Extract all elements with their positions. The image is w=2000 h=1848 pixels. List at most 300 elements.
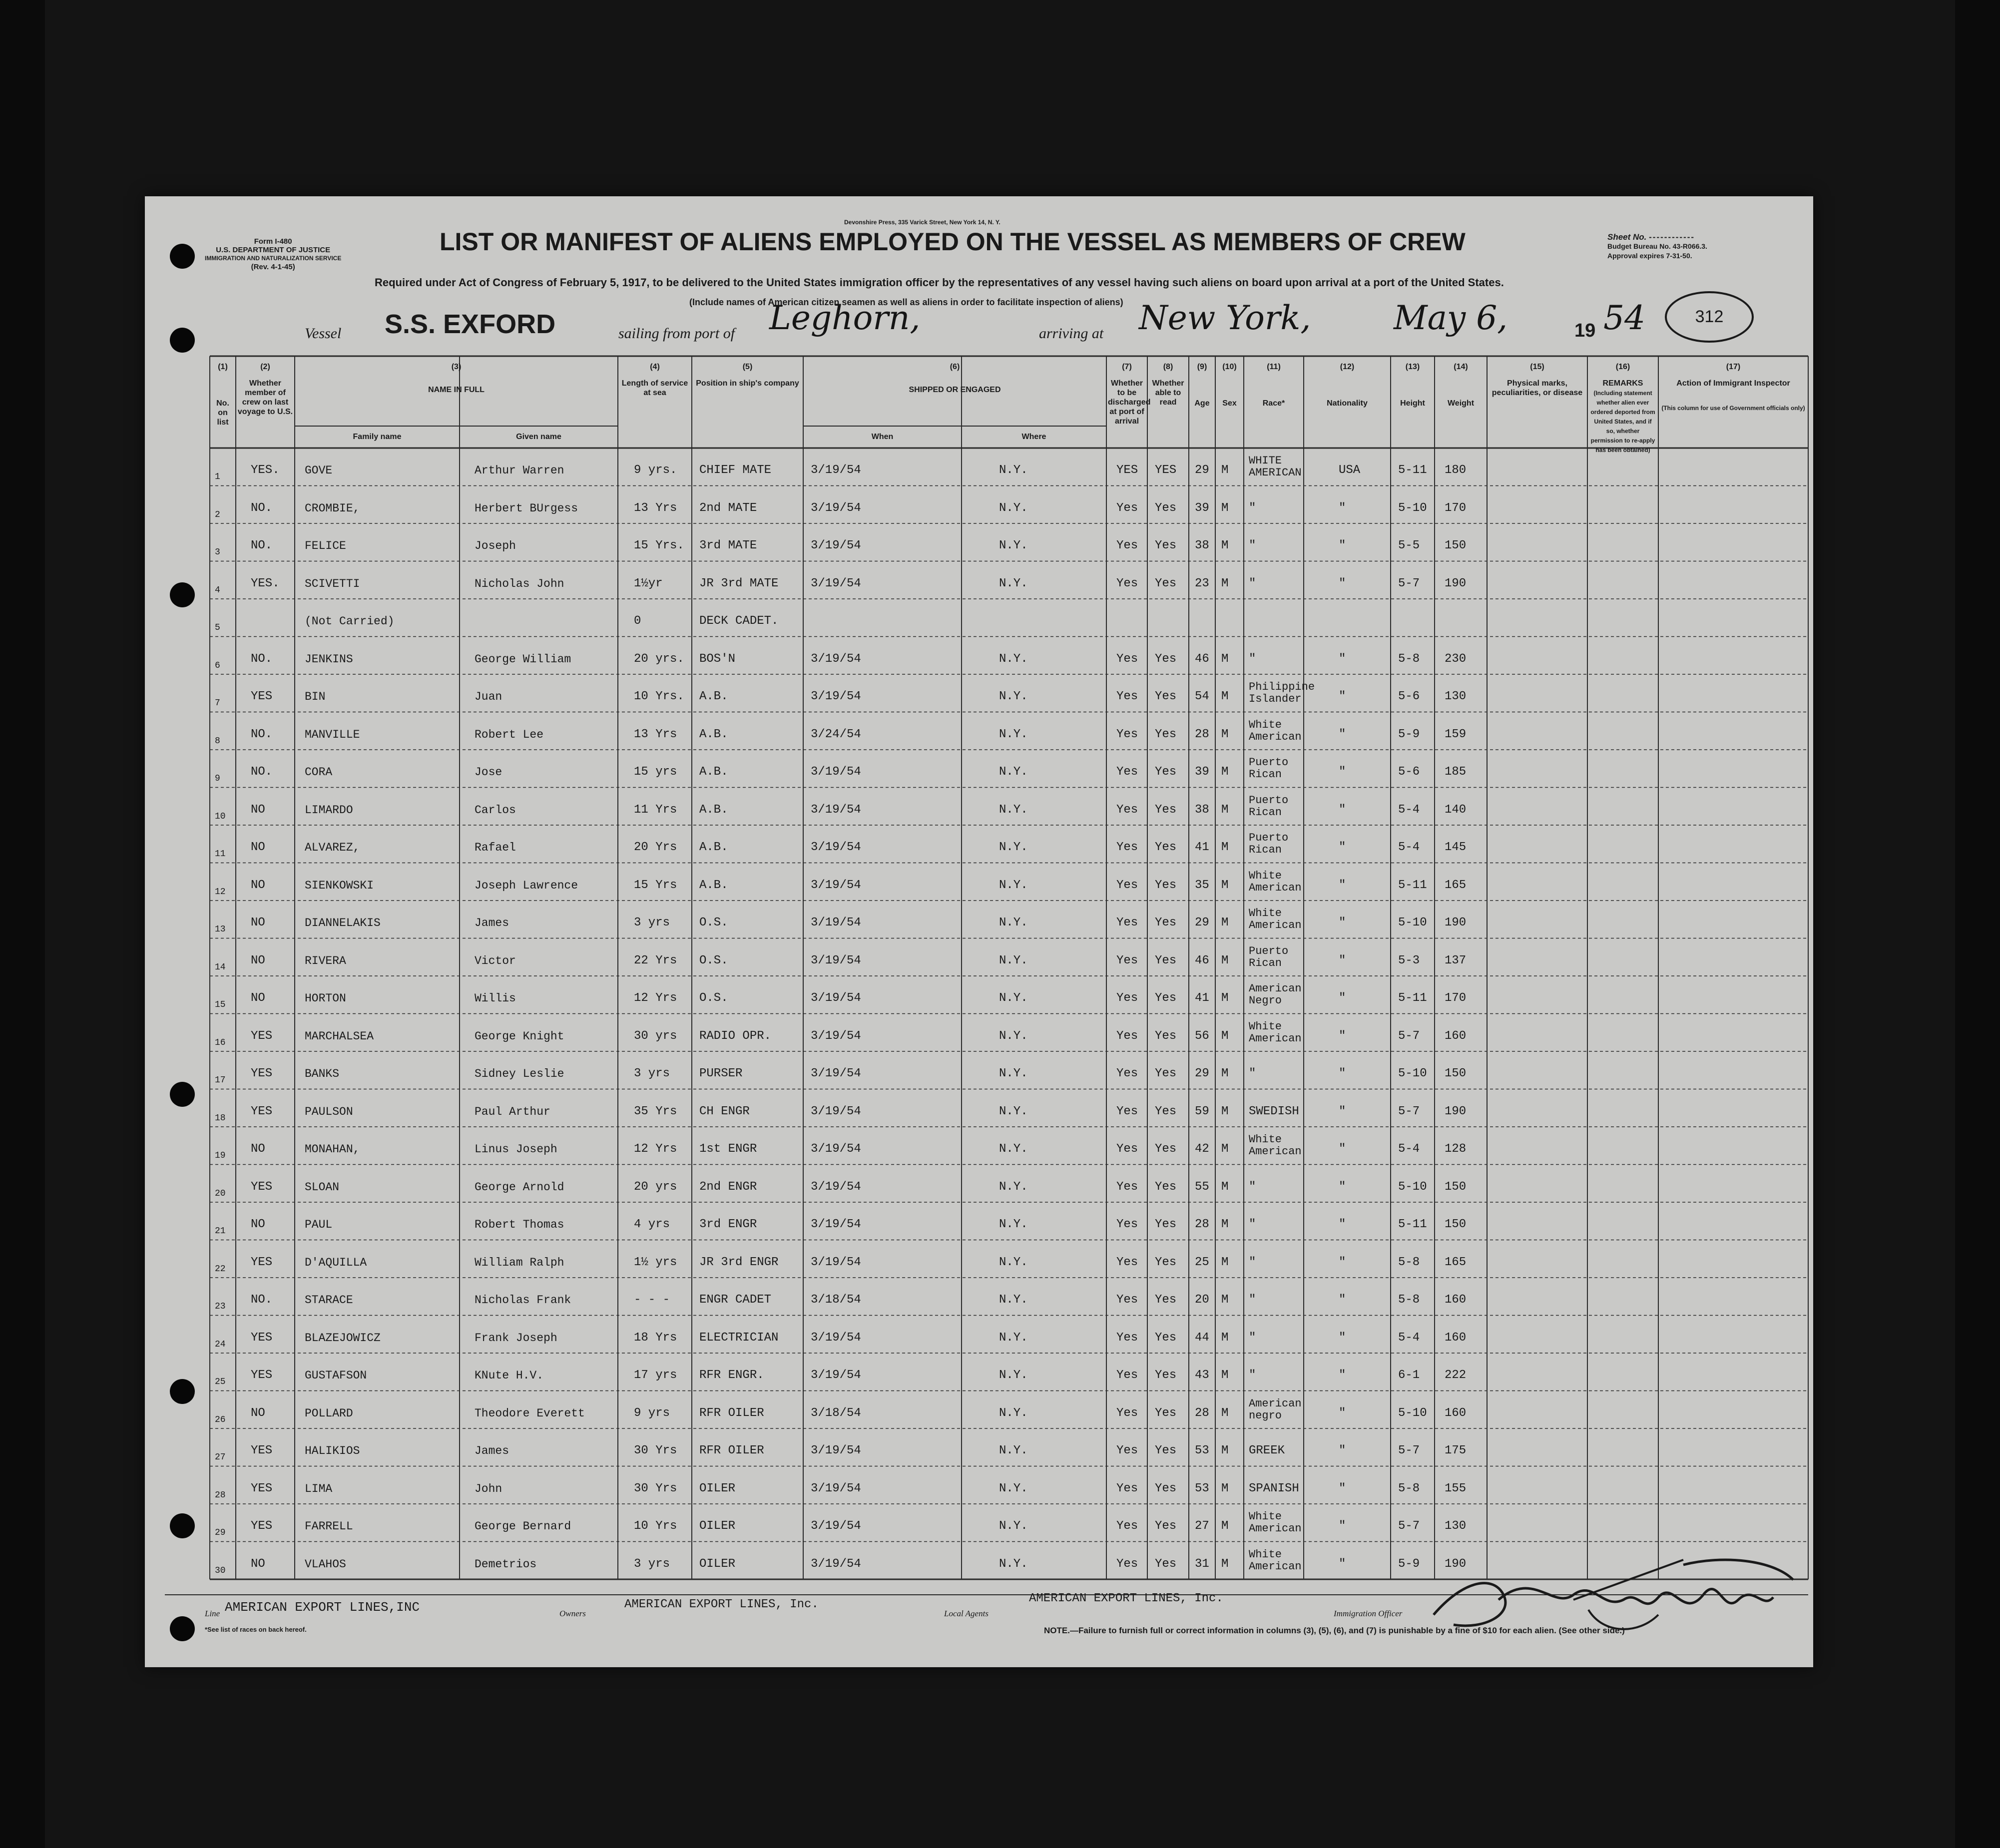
nationality-cell: " [1339,539,1346,552]
line-value: AMERICAN EXPORT LINES,INC [225,1600,420,1615]
height-cell: 6-1 [1398,1369,1420,1382]
position-cell: ELECTRICIAN [699,1331,779,1345]
sex-cell: M [1221,1293,1229,1307]
column-header-c8: Whether able to read [1152,379,1184,407]
discharged-cell: Yes [1116,991,1138,1005]
position-cell: JR 3rd MATE [699,576,779,590]
sex-cell: M [1221,953,1229,967]
given-name-cell: Paul Arthur [475,1105,550,1118]
last-voyage-cell: YES [251,1067,273,1080]
column-header-given-name: Given name [516,433,561,441]
column-header-where: Where [1021,433,1046,441]
family-name-cell: BANKS [305,1067,340,1080]
column-header-c2: Whether member of crew on last voyage to U.S. [237,379,293,416]
nationality-cell: " [1339,1557,1346,1571]
family-name-cell: SIENKOWSKI [305,879,374,892]
sex-cell: M [1221,1331,1229,1345]
column-header-c4: Length of service at sea [621,379,688,397]
age-cell: 39 [1195,765,1209,779]
nationality-cell: " [1339,1519,1346,1533]
shipped-when-cell: 3/19/54 [811,463,861,477]
height-cell: 5-6 [1398,690,1420,703]
column-number-c17: (17) [1726,363,1741,371]
service-length-cell: 10 Yrs. [634,690,684,703]
sex-cell: M [1221,765,1229,779]
sex-cell: M [1221,1180,1229,1194]
age-cell: 55 [1195,1180,1209,1194]
column-header-c17: Action of Immigrant Inspector [1676,379,1790,388]
position-cell: 2nd MATE [699,501,757,515]
row-number: 5 [215,623,220,633]
last-voyage-cell: YES [251,690,273,703]
shipped-where-cell: N.Y. [999,1029,1028,1043]
shipped-where-cell: N.Y. [999,727,1028,741]
weight-cell: 150 [1445,1218,1467,1231]
last-voyage-cell: NO [251,803,265,817]
able-to-read-cell: Yes [1155,1406,1177,1420]
service-length-cell: 22 Yrs [634,953,677,967]
family-name-cell: PAUL [305,1218,333,1231]
given-name-cell: Willis [475,992,516,1005]
family-name-cell: (Not Carried) [305,615,395,628]
shipped-when-cell: 3/19/54 [811,1444,861,1457]
age-cell: 39 [1195,501,1209,515]
race-cell: Philippine Islander [1249,681,1315,705]
last-voyage-cell: NO. [251,727,273,741]
column-number-c16: (16) [1615,363,1630,371]
age-cell: 54 [1195,690,1209,703]
age-cell: 27 [1195,1519,1209,1533]
last-voyage-cell: NO [251,1142,265,1156]
service-name: IMMIGRATION AND NATURALIZATION SERVICE [205,255,342,262]
column-number-c13: (13) [1405,363,1420,371]
row-number: 13 [215,924,226,934]
column-number-c9: (9) [1197,363,1207,371]
age-cell: 43 [1195,1369,1209,1382]
row-number: 19 [215,1151,226,1161]
given-name-cell: Sidney Leslie [475,1067,564,1080]
shipped-where-cell: N.Y. [999,765,1028,779]
discharged-cell: Yes [1116,727,1138,741]
given-name-cell: Joseph [475,539,516,552]
shipped-where-cell: N.Y. [999,841,1028,854]
sex-cell: M [1221,690,1229,703]
race-cell: " [1249,1293,1256,1307]
able-to-read-cell: Yes [1155,1255,1177,1269]
shipped-where-cell: N.Y. [999,1481,1028,1495]
sex-cell: M [1221,1557,1229,1571]
weight-cell: 165 [1445,878,1467,892]
age-cell: 29 [1195,1067,1209,1080]
shipped-when-cell: 3/19/54 [811,539,861,552]
column-header-c3: NAME IN FULL [428,386,485,394]
weight-cell: 175 [1445,1444,1467,1457]
able-to-read-cell: Yes [1155,1519,1177,1533]
race-cell: White American [1249,1020,1302,1045]
row-number: 28 [215,1490,226,1500]
position-cell: 1st ENGR [699,1142,757,1156]
last-voyage-cell: YES [251,1444,273,1457]
height-cell: 5-10 [1398,1067,1427,1080]
column-header-c6: SHIPPED OR ENGAGED [909,386,1001,394]
given-name-cell: Carlos [475,803,516,817]
shipped-when-cell: 3/19/54 [811,841,861,854]
race-cell: Puerto Rican [1249,794,1289,819]
family-name-cell: ALVAREZ, [305,841,360,854]
position-cell: O.S. [699,953,728,967]
sex-cell: M [1221,1369,1229,1382]
height-cell: 5-6 [1398,765,1420,779]
position-cell: A.B. [699,878,728,892]
discharged-cell: Yes [1116,501,1138,515]
weight-cell: 150 [1445,1180,1467,1194]
arrival-date: May 6, [1394,299,1508,337]
given-name-cell: Demetrios [475,1557,537,1571]
last-voyage-cell: YES [251,1519,273,1533]
row-number: 2 [215,509,220,520]
service-length-cell: 3 yrs [634,1557,670,1571]
weight-cell: 170 [1445,501,1467,515]
discharged-cell: Yes [1116,1331,1138,1345]
given-name-cell: George Bernard [475,1520,571,1533]
weight-cell: 190 [1445,1104,1467,1118]
shipped-when-cell: 3/19/54 [811,1142,861,1156]
last-voyage-cell: NO. [251,539,273,552]
position-cell: OILER [699,1481,736,1495]
column-number-c4: (4) [650,363,660,371]
age-cell: 23 [1195,576,1209,590]
age-cell: 44 [1195,1331,1209,1345]
nationality-cell: " [1339,841,1346,854]
position-cell: A.B. [699,690,728,703]
column-header-c9: Age [1194,399,1210,408]
column-number-c11: (11) [1267,363,1281,371]
family-name-cell: LIMA [305,1482,333,1495]
column-header-c14: Weight [1447,399,1475,408]
column-note-remarks: (Including statement whether alien ever ordered deported from United States, and if so, whether permission to re-apply has been obtained) [1590,390,1655,454]
service-length-cell: 9 yrs. [634,463,677,477]
service-length-cell: - - - [634,1293,670,1307]
shipped-when-cell: 3/19/54 [811,765,861,779]
shipped-when-cell: 3/19/54 [811,991,861,1005]
last-voyage-cell: NO [251,1557,265,1571]
position-cell: A.B. [699,803,728,817]
race-cell: White American [1249,1510,1302,1535]
row-number: 1 [215,472,220,482]
age-cell: 46 [1195,652,1209,666]
nationality-cell: " [1339,1406,1346,1420]
nationality-cell: " [1339,1142,1346,1156]
able-to-read-cell: Yes [1155,1104,1177,1118]
able-to-read-cell: YES [1155,463,1177,477]
race-cell: Puerto Rican [1249,756,1289,781]
shipped-where-cell: N.Y. [999,1519,1028,1533]
able-to-read-cell: Yes [1155,1444,1177,1457]
last-voyage-cell: NO [251,991,265,1005]
row-number: 6 [215,660,220,671]
able-to-read-cell: Yes [1155,803,1177,817]
form-number: Form I-480 [254,237,292,246]
position-cell: CH ENGR [699,1104,750,1118]
row-number: 22 [215,1264,226,1274]
race-cell: American Negro [1249,982,1302,1007]
given-name-cell: George Arnold [475,1180,564,1194]
shipped-where-cell: N.Y. [999,953,1028,967]
family-name-cell: BIN [305,690,326,703]
weight-cell: 128 [1445,1142,1467,1156]
row-number: 27 [215,1452,226,1462]
sex-cell: M [1221,1067,1229,1080]
family-name-cell: D'AQUILLA [305,1256,367,1269]
nationality-cell: " [1339,1331,1346,1345]
arriving-at-label: arriving at [1039,325,1104,342]
column-number-c6: (6) [950,363,960,371]
service-length-cell: 4 yrs [634,1218,670,1231]
column-number-c10: (10) [1222,363,1237,371]
film-edge-left [0,0,45,1848]
last-voyage-cell: NO. [251,1293,273,1307]
service-length-cell: 10 Yrs [634,1519,677,1533]
family-name-cell: HORTON [305,992,346,1005]
nationality-cell: " [1339,803,1346,817]
row-number: 15 [215,1000,226,1010]
shipped-when-cell: 3/19/54 [811,576,861,590]
row-number: 14 [215,962,226,972]
service-length-cell: 15 Yrs [634,878,677,892]
family-name-cell: HALIKIOS [305,1444,360,1457]
weight-cell: 160 [1445,1331,1467,1345]
race-cell: SWEDISH [1249,1104,1299,1118]
column-header-when: When [871,433,894,441]
owners-label: Owners [559,1609,586,1618]
row-number: 26 [215,1414,226,1425]
discharged-cell: Yes [1116,1444,1138,1457]
age-cell: 29 [1195,916,1209,929]
able-to-read-cell: Yes [1155,878,1177,892]
able-to-read-cell: Yes [1155,501,1177,515]
row-number: 29 [215,1528,226,1538]
shipped-when-cell: 3/19/54 [811,1481,861,1495]
shipped-where-cell: N.Y. [999,878,1028,892]
last-voyage-cell: NO. [251,652,273,666]
position-cell: 3rd MATE [699,539,757,552]
height-cell: 5-7 [1398,1444,1420,1457]
vessel-name: S.S. EXFORD [385,309,556,339]
nationality-cell: " [1339,765,1346,779]
family-name-cell: GUSTAFSON [305,1369,367,1382]
service-length-cell: 15 Yrs. [634,539,684,552]
race-cell: " [1249,501,1256,515]
shipped-when-cell: 3/19/54 [811,1369,861,1382]
family-name-cell: RIVERA [305,954,346,967]
owners-value: AMERICAN EXPORT LINES, Inc. [624,1598,819,1611]
family-name-cell: DIANNELAKIS [305,917,381,929]
last-voyage-cell: NO. [251,501,273,515]
height-cell: 5-7 [1398,1519,1420,1533]
last-voyage-cell: NO [251,841,265,854]
discharged-cell: Yes [1116,1067,1138,1080]
officer-signature [1424,1550,1803,1645]
age-cell: 38 [1195,803,1209,817]
weight-cell: 130 [1445,1519,1467,1533]
column-header-c5: Position in ship's company [696,379,799,388]
age-cell: 59 [1195,1104,1209,1118]
column-header-family-name: Family name [353,433,402,441]
age-cell: 25 [1195,1255,1209,1269]
weight-cell: 190 [1445,576,1467,590]
given-name-cell: Nicholas Frank [475,1294,571,1307]
able-to-read-cell: Yes [1155,652,1177,666]
column-header-c16: REMARKS [1602,379,1643,388]
height-cell: 5-11 [1398,991,1427,1005]
nationality-cell: " [1339,916,1346,929]
sex-cell: M [1221,1142,1229,1156]
shipped-where-cell: N.Y. [999,991,1028,1005]
family-name-cell: FELICE [305,539,346,552]
service-length-cell: 20 yrs [634,1180,677,1194]
shipped-when-cell: 3/19/54 [811,1180,861,1194]
weight-cell: 130 [1445,690,1467,703]
column-number-c2: (2) [260,363,270,371]
able-to-read-cell: Yes [1155,1029,1177,1043]
race-cell: GREEK [1249,1444,1285,1457]
service-length-cell: 0 [634,614,641,628]
position-cell: OILER [699,1519,736,1533]
arriving-at-port: New York, [1139,299,1311,337]
shipped-when-cell: 3/19/54 [811,1104,861,1118]
row-number: 21 [215,1226,226,1236]
height-cell: 5-4 [1398,841,1420,854]
weight-cell: 230 [1445,652,1467,666]
weight-cell: 150 [1445,1067,1467,1080]
height-cell: 5-10 [1398,1180,1427,1194]
race-cell: White American [1249,869,1302,894]
row-number: 4 [215,585,220,595]
shipped-when-cell: 3/19/54 [811,690,861,703]
given-name-cell: George Knight [475,1029,564,1043]
nationality-cell: " [1339,576,1346,590]
height-cell: 5-8 [1398,1481,1420,1495]
given-name-cell: Robert Thomas [475,1218,564,1231]
last-voyage-cell: YES [251,1180,273,1194]
column-header-c7: Whether to be discharged at port of arrival [1108,379,1151,426]
discharged-cell: Yes [1116,878,1138,892]
height-cell: 5-11 [1398,463,1427,477]
height-cell: 5-4 [1398,1331,1420,1345]
weight-cell: 185 [1445,765,1467,779]
last-voyage-cell: YES [251,1104,273,1118]
able-to-read-cell: Yes [1155,576,1177,590]
row-number: 9 [215,774,220,784]
form-revision: (Rev. 4-1-45) [251,263,295,271]
sex-cell: M [1221,841,1229,854]
local-agents-value: AMERICAN EXPORT LINES, Inc. [1029,1592,1223,1605]
sex-cell: M [1221,501,1229,515]
position-cell: OILER [699,1557,736,1571]
race-cell: " [1249,652,1256,666]
position-cell: A.B. [699,727,728,741]
race-cell: " [1249,1369,1256,1382]
column-header-c10: Sex [1222,399,1237,408]
sailing-from-port: Leghorn, [769,299,921,337]
family-name-cell: MONAHAN, [305,1143,360,1156]
race-cell: Puerto Rican [1249,944,1289,969]
service-length-cell: 30 yrs [634,1029,677,1043]
race-cell: " [1249,1067,1256,1080]
discharged-cell: Yes [1116,1029,1138,1043]
nationality-cell: " [1339,878,1346,892]
able-to-read-cell: Yes [1155,765,1177,779]
act-statement: Required under Act of Congress of February 5, 1917, to be delivered to the United States immigration officer by the representatives of any vessel having such aliens on board upon arrival at a port of the United States. [375,276,1504,289]
column-number-c12: (12) [1340,363,1355,371]
printer-line: Devonshire Press, 335 Varick Street, New York 14, N. Y. [844,219,1000,226]
row-number: 25 [215,1377,226,1387]
height-cell: 5-10 [1398,501,1427,515]
age-cell: 28 [1195,1406,1209,1420]
nationality-cell: " [1339,1369,1346,1382]
column-number-c5: (5) [742,363,753,371]
manifest-sheet [145,196,1813,1667]
shipped-where-cell: N.Y. [999,916,1028,929]
sheet-info: Sheet No. ------------ Budget Bureau No. 43-R066.3. Approval expires 7-31-50. [1607,232,1707,260]
sex-cell: M [1221,1481,1229,1495]
height-cell: 5-7 [1398,1104,1420,1118]
race-cell: " [1249,1180,1256,1194]
able-to-read-cell: Yes [1155,991,1177,1005]
column-number-c7: (7) [1122,363,1132,371]
shipped-where-cell: N.Y. [999,1331,1028,1345]
able-to-read-cell: Yes [1155,690,1177,703]
weight-cell: 170 [1445,991,1467,1005]
given-name-cell: Theodore Everett [475,1406,585,1420]
nationality-cell: " [1339,501,1346,515]
position-cell: RFR OILER [699,1444,764,1457]
line-label: Line [205,1609,220,1618]
shipped-where-cell: N.Y. [999,1067,1028,1080]
shipped-where-cell: N.Y. [999,1104,1028,1118]
weight-cell: 190 [1445,1557,1467,1571]
given-name-cell: George William [475,652,571,666]
race-cell: " [1249,1218,1256,1231]
column-header-c15: Physical marks, peculiarities, or disease [1492,379,1583,397]
column-number-c1: (1) [218,363,228,371]
weight-cell: 165 [1445,1255,1467,1269]
age-cell: 29 [1195,463,1209,477]
service-length-cell: 1½yr [634,576,663,590]
position-cell: PURSER [699,1067,743,1080]
discharged-cell: Yes [1116,1481,1138,1495]
family-name-cell: PAULSON [305,1105,353,1118]
shipped-when-cell: 3/19/54 [811,1029,861,1043]
family-name-cell: MARCHALSEA [305,1029,374,1043]
column-header-c13: Height [1400,399,1425,408]
sex-cell: M [1221,652,1229,666]
height-cell: 5-4 [1398,803,1420,817]
nationality-cell: " [1339,690,1346,703]
height-cell: 5-9 [1398,1557,1420,1571]
age-cell: 35 [1195,878,1209,892]
sex-cell: M [1221,803,1229,817]
family-name-cell: SLOAN [305,1180,340,1194]
shipped-when-cell: 3/19/54 [811,916,861,929]
family-name-cell: STARACE [305,1294,353,1307]
shipped-when-cell: 3/18/54 [811,1293,861,1307]
approval-expiry: Approval expires 7-31-50. [1607,252,1692,260]
height-cell: 5-9 [1398,727,1420,741]
age-cell: 53 [1195,1444,1209,1457]
sex-cell: M [1221,878,1229,892]
shipped-where-cell: N.Y. [999,1142,1028,1156]
